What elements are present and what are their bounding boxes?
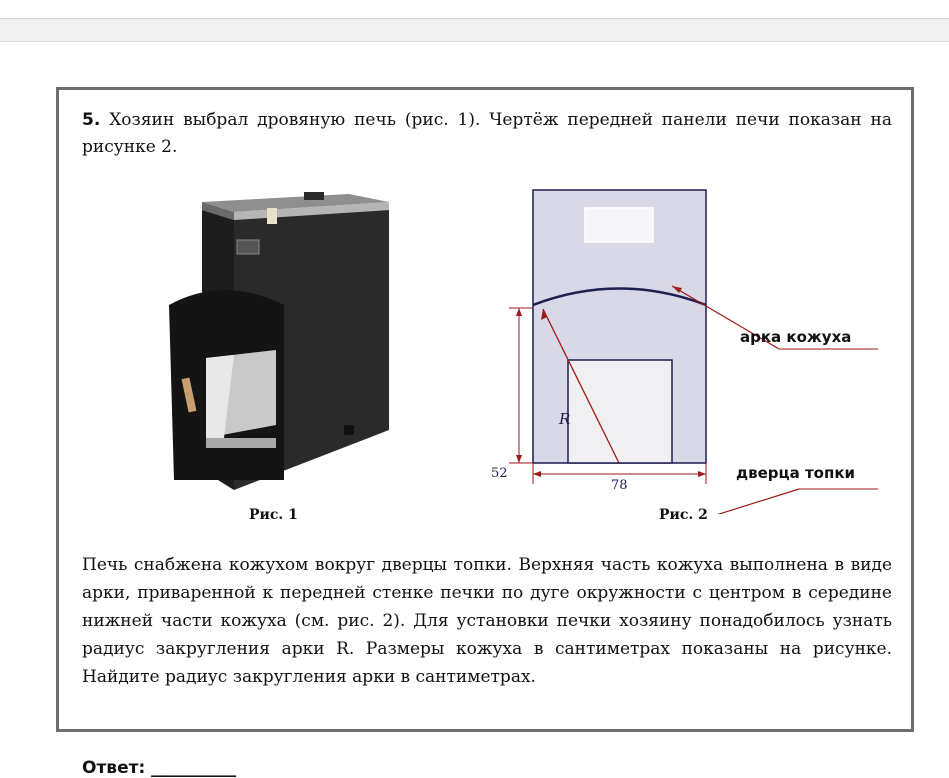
task-intro: Хозяин выбрал дровяную печь (рис. 1). Чертёж передней панели печи показан на рисунке 2. bbox=[82, 110, 892, 157]
figure2-caption: Рис. 2 bbox=[659, 507, 708, 523]
label-door: дверца топки bbox=[736, 464, 856, 482]
figure1-caption: Рис. 1 bbox=[249, 507, 298, 523]
task-card bbox=[56, 87, 914, 732]
height-value: 52 bbox=[491, 466, 508, 481]
top-toolbar-band bbox=[0, 18, 949, 42]
width-value: 78 bbox=[611, 478, 628, 493]
problem-body: Печь снабжена кожухом вокруг дверцы топки. Верхняя часть кожуха выполнена в виде арки, приваренной к передней стенке печки по дуге окружности с центром в середине нижней части кожуха (см. рис. 2). Для установки печки хозяину понадобилось узнать радиус закругления арки R. Размеры кожуха в сантиметрах показаны на рисунке. Найдите радиус закругления арки в сантиметрах. bbox=[82, 555, 892, 687]
task-statement bbox=[82, 107, 892, 161]
answer-heading: Ответ: __________ bbox=[82, 758, 237, 778]
label-arch: арка кожуха bbox=[740, 328, 852, 346]
stove-photo bbox=[164, 180, 399, 500]
task-number: 5. bbox=[82, 110, 101, 130]
firebox-door bbox=[568, 360, 672, 463]
front-panel-drawing bbox=[489, 184, 879, 514]
label-radius: R bbox=[559, 410, 571, 428]
panel-window bbox=[585, 208, 653, 242]
